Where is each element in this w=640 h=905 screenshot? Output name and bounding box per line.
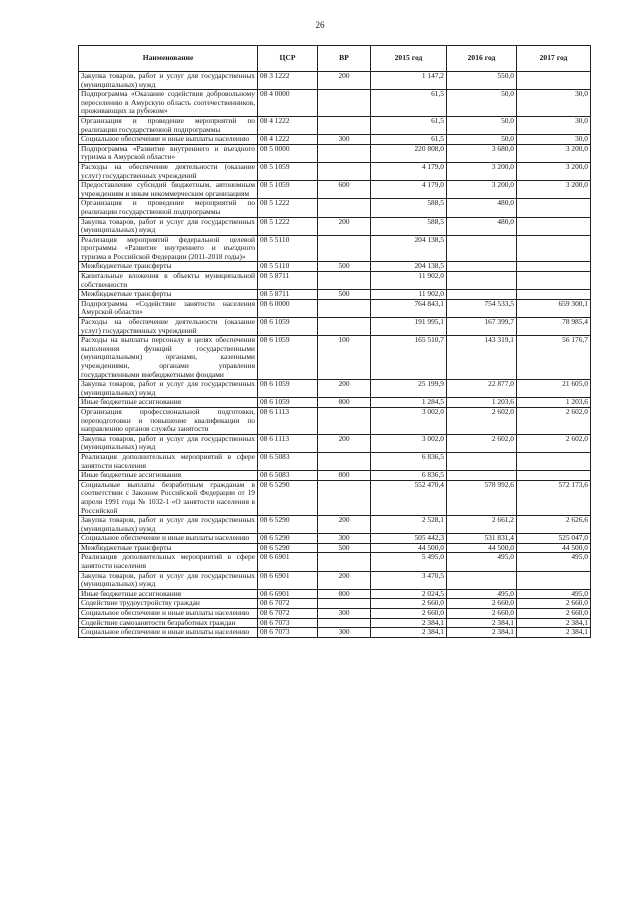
table-row <box>79 336 591 380</box>
row-2017: 572 173,6 <box>517 480 591 515</box>
row-2017: 2 602,0 <box>517 407 591 434</box>
table-row <box>79 589 591 599</box>
row-2017: 30,0 <box>517 135 591 145</box>
row-name: Межбюджетные трансферты <box>79 290 258 300</box>
row-2016: 2 660,0 <box>447 599 517 609</box>
row-csr: 08 6 5083 <box>258 471 318 481</box>
row-csr: 08 5 5110 <box>258 235 318 262</box>
row-csr: 08 6 6901 <box>258 553 318 571</box>
table-row <box>79 290 591 300</box>
row-2015: 4 179,0 <box>371 181 447 199</box>
row-2017 <box>517 217 591 235</box>
row-vr: 200 <box>318 571 371 589</box>
row-2015: 552 470,4 <box>371 480 447 515</box>
row-2017: 2 602,0 <box>517 434 591 452</box>
row-csr: 08 4 0000 <box>258 90 318 117</box>
row-2016: 495,0 <box>447 589 517 599</box>
row-vr <box>318 599 371 609</box>
row-2016: 480,0 <box>447 199 517 217</box>
table-row <box>79 534 591 544</box>
row-2017 <box>517 471 591 481</box>
row-name: Организация и проведение мероприятий по реализации государственной подпрограммы <box>79 116 258 134</box>
table-header-row <box>79 46 591 72</box>
row-2016: 480,0 <box>447 217 517 235</box>
row-csr: 08 5 1222 <box>258 217 318 235</box>
row-vr: 200 <box>318 434 371 452</box>
row-csr: 08 6 7072 <box>258 599 318 609</box>
row-2016 <box>447 272 517 290</box>
table-row <box>79 543 591 553</box>
row-2017: 2 384,1 <box>517 628 591 638</box>
budget-table <box>78 45 591 638</box>
row-2016: 167 399,7 <box>447 318 517 336</box>
row-2016: 2 660,0 <box>447 609 517 619</box>
table-row <box>79 72 591 90</box>
table-row <box>79 599 591 609</box>
row-2017: 2 384,1 <box>517 618 591 628</box>
table-row <box>79 609 591 619</box>
row-2017 <box>517 452 591 470</box>
row-2016: 2 384,1 <box>447 628 517 638</box>
row-name: Расходы на выплаты персоналу в целях обеспечения выполнения функций государственными (муниципальными) органами, казенными учреждениями, органами управления государственными внебюджетными фондами <box>79 336 258 380</box>
row-vr <box>318 272 371 290</box>
row-2017: 495,0 <box>517 589 591 599</box>
row-csr: 08 6 1059 <box>258 318 318 336</box>
table-row <box>79 628 591 638</box>
row-2015: 2 024,5 <box>371 589 447 599</box>
row-csr: 08 6 5290 <box>258 543 318 553</box>
row-vr <box>318 553 371 571</box>
row-2015: 2 660,0 <box>371 609 447 619</box>
row-2017: 2 660,0 <box>517 599 591 609</box>
header-name: Наименование <box>79 46 258 72</box>
row-name: Подпрограмма «Развитие внутреннего и въездного туризма в Амурской области» <box>79 144 258 162</box>
row-2015: 61,5 <box>371 116 447 134</box>
row-2016: 22 877,0 <box>447 380 517 398</box>
row-csr: 08 6 1113 <box>258 407 318 434</box>
row-csr: 08 4 1222 <box>258 116 318 134</box>
row-2015: 4 179,0 <box>371 162 447 180</box>
row-2016: 578 992,6 <box>447 480 517 515</box>
row-2015: 11 902,0 <box>371 290 447 300</box>
row-csr: 08 6 0000 <box>258 299 318 317</box>
table-row <box>79 162 591 180</box>
table-row <box>79 217 591 235</box>
row-2016: 2 602,0 <box>447 434 517 452</box>
row-name: Межбюджетные трансферты <box>79 262 258 272</box>
row-csr: 08 6 7073 <box>258 628 318 638</box>
row-vr <box>318 299 371 317</box>
row-2015: 3 002,0 <box>371 407 447 434</box>
row-name: Иные бюджетные ассигнования <box>79 589 258 599</box>
row-2016: 1 203,6 <box>447 398 517 408</box>
row-name: Капитальные вложения в объекты муниципальной собственности <box>79 272 258 290</box>
row-2017: 659 300,1 <box>517 299 591 317</box>
row-2015: 6 836,5 <box>371 452 447 470</box>
table-row <box>79 434 591 452</box>
table-row <box>79 135 591 145</box>
row-csr: 08 6 5083 <box>258 452 318 470</box>
row-csr: 08 6 6901 <box>258 571 318 589</box>
row-vr: 100 <box>318 336 371 380</box>
row-2017: 56 176,7 <box>517 336 591 380</box>
row-name: Расходы на обеспечение деятельности (оказание услуг) государственных учреждений <box>79 318 258 336</box>
row-2017: 495,0 <box>517 553 591 571</box>
row-2017: 3 200,0 <box>517 162 591 180</box>
row-2015: 204 138,5 <box>371 262 447 272</box>
row-name: Иные бюджетные ассигнования <box>79 471 258 481</box>
row-2015: 61,5 <box>371 90 447 117</box>
table-row <box>79 407 591 434</box>
row-2017 <box>517 235 591 262</box>
row-name: Закупка товаров, работ и услуг для государственных (муниципальных) нужд <box>79 72 258 90</box>
row-2016: 495,0 <box>447 553 517 571</box>
row-2016: 44 500,0 <box>447 543 517 553</box>
row-2015: 2 660,0 <box>371 599 447 609</box>
table-row <box>79 90 591 117</box>
row-2015: 3 002,0 <box>371 434 447 452</box>
row-2015: 11 902,0 <box>371 272 447 290</box>
row-2017: 1 203,6 <box>517 398 591 408</box>
row-vr: 300 <box>318 609 371 619</box>
row-name: Содействие трудоустройству граждан <box>79 599 258 609</box>
row-csr: 08 6 1059 <box>258 398 318 408</box>
row-vr <box>318 318 371 336</box>
header-vr: ВР <box>318 46 371 72</box>
row-2015: 6 836,5 <box>371 471 447 481</box>
row-csr: 08 5 0000 <box>258 144 318 162</box>
row-2017: 44 500,0 <box>517 543 591 553</box>
row-csr: 08 5 8711 <box>258 290 318 300</box>
row-2015: 1 284,5 <box>371 398 447 408</box>
row-csr: 08 5 1059 <box>258 162 318 180</box>
row-csr: 08 5 5110 <box>258 262 318 272</box>
row-2016: 550,0 <box>447 72 517 90</box>
row-2015: 5 495,0 <box>371 553 447 571</box>
row-2017 <box>517 262 591 272</box>
row-2017 <box>517 72 591 90</box>
row-2017 <box>517 272 591 290</box>
row-vr: 200 <box>318 380 371 398</box>
row-vr: 500 <box>318 543 371 553</box>
row-name: Реализация дополнительных мероприятий в сфере занятости населения <box>79 553 258 571</box>
row-2015: 25 199,9 <box>371 380 447 398</box>
row-csr: 08 5 1059 <box>258 181 318 199</box>
row-2017 <box>517 199 591 217</box>
row-csr: 08 5 8711 <box>258 272 318 290</box>
row-2016: 2 384,1 <box>447 618 517 628</box>
row-csr: 08 6 7072 <box>258 609 318 619</box>
row-csr: 08 6 6901 <box>258 589 318 599</box>
row-vr <box>318 480 371 515</box>
row-name: Организация и проведение мероприятий по реализации государственной подпрограммы <box>79 199 258 217</box>
row-name: Социальное обеспечение и иные выплаты населению <box>79 534 258 544</box>
row-vr: 800 <box>318 589 371 599</box>
row-2017: 2 660,0 <box>517 609 591 619</box>
row-2017: 525 047,0 <box>517 534 591 544</box>
row-vr: 200 <box>318 516 371 534</box>
row-2015: 2 528,1 <box>371 516 447 534</box>
row-vr: 600 <box>318 181 371 199</box>
row-name: Социальное обеспечение и иные выплаты населению <box>79 135 258 145</box>
row-2015: 588,5 <box>371 199 447 217</box>
row-vr <box>318 162 371 180</box>
row-vr: 500 <box>318 290 371 300</box>
row-2017: 21 605,0 <box>517 380 591 398</box>
row-2016: 143 319,1 <box>447 336 517 380</box>
row-2016: 3 680,0 <box>447 144 517 162</box>
row-2015: 61,5 <box>371 135 447 145</box>
row-csr: 08 6 7073 <box>258 618 318 628</box>
row-2017 <box>517 571 591 589</box>
row-csr: 08 6 5290 <box>258 534 318 544</box>
table-row <box>79 199 591 217</box>
row-csr: 08 6 5290 <box>258 480 318 515</box>
row-name: Закупка товаров, работ и услуг для государственных (муниципальных) нужд <box>79 380 258 398</box>
row-vr: 800 <box>318 471 371 481</box>
row-2015: 204 138,5 <box>371 235 447 262</box>
row-2015: 44 500,0 <box>371 543 447 553</box>
row-2016: 3 200,0 <box>447 181 517 199</box>
row-name: Закупка товаров, работ и услуг для государственных (муниципальных) нужд <box>79 571 258 589</box>
row-2015: 505 442,3 <box>371 534 447 544</box>
row-vr: 300 <box>318 628 371 638</box>
row-vr <box>318 618 371 628</box>
row-2017: 30,0 <box>517 90 591 117</box>
row-vr: 300 <box>318 135 371 145</box>
row-2017: 78 985,4 <box>517 318 591 336</box>
row-name: Подпрограмма «Оказание содействия добровольному переселению в Амурскую область соотечественников, проживающих за рубежом» <box>79 90 258 117</box>
row-csr: 08 5 1222 <box>258 199 318 217</box>
row-2015: 1 147,2 <box>371 72 447 90</box>
row-2016: 50,0 <box>447 116 517 134</box>
table-row <box>79 318 591 336</box>
row-vr: 200 <box>318 72 371 90</box>
row-vr <box>318 90 371 117</box>
row-2016 <box>447 471 517 481</box>
row-vr <box>318 235 371 262</box>
row-2016: 531 831,4 <box>447 534 517 544</box>
table-row <box>79 272 591 290</box>
table-row <box>79 452 591 470</box>
row-2016: 2 602,0 <box>447 407 517 434</box>
row-vr <box>318 452 371 470</box>
table-row <box>79 262 591 272</box>
row-2017: 2 626,6 <box>517 516 591 534</box>
row-name: Закупка товаров, работ и услуг для государственных (муниципальных) нужд <box>79 516 258 534</box>
row-2016: 3 200,0 <box>447 162 517 180</box>
table-row <box>79 480 591 515</box>
table-body <box>79 72 591 638</box>
header-csr: ЦСР <box>258 46 318 72</box>
row-2017 <box>517 290 591 300</box>
row-csr: 08 6 1113 <box>258 434 318 452</box>
table-row <box>79 471 591 481</box>
page-number: 26 <box>315 20 325 30</box>
row-2015: 3 470,5 <box>371 571 447 589</box>
table-row <box>79 571 591 589</box>
row-vr <box>318 116 371 134</box>
row-2016 <box>447 452 517 470</box>
row-csr: 08 4 1222 <box>258 135 318 145</box>
row-name: Иные бюджетные ассигнования <box>79 398 258 408</box>
table-row <box>79 181 591 199</box>
table-row <box>79 299 591 317</box>
row-2016: 50,0 <box>447 135 517 145</box>
table-row <box>79 516 591 534</box>
row-name: Социальные выплаты безработным гражданам в соответствии с Законом Российской Федерации от 19 апреля 1991 года № 1032-1 «О занятости населения в Российской <box>79 480 258 515</box>
row-name: Содействие самозанятости безработных граждан <box>79 618 258 628</box>
row-2015: 2 384,1 <box>371 628 447 638</box>
row-vr: 800 <box>318 398 371 408</box>
table-row <box>79 144 591 162</box>
row-name: Подпрограмма «Содействие занятости населения Амурской области» <box>79 299 258 317</box>
row-2015: 220 808,0 <box>371 144 447 162</box>
row-2015: 165 510,7 <box>371 336 447 380</box>
row-name: Расходы на обеспечение деятельности (оказание услуг) государственных учреждений <box>79 162 258 180</box>
row-vr <box>318 407 371 434</box>
row-vr <box>318 144 371 162</box>
row-2015: 191 995,1 <box>371 318 447 336</box>
row-name: Закупка товаров, работ и услуг для государственных (муниципальных) нужд <box>79 217 258 235</box>
row-name: Реализация дополнительных мероприятий в сфере занятости населения <box>79 452 258 470</box>
table-row <box>79 398 591 408</box>
row-2016 <box>447 571 517 589</box>
row-2016: 50,0 <box>447 90 517 117</box>
header-2017: 2017 год <box>517 46 591 72</box>
table-row <box>79 116 591 134</box>
row-name: Предоставление субсидий бюджетным, автономным учреждениям и иным некоммерческим организациям <box>79 181 258 199</box>
row-csr: 08 6 1059 <box>258 336 318 380</box>
row-name: Реализация мероприятий федеральной целевой программы «Развитие внутреннего и въездного туризма в Российской Федерации (2011-2018 годы)» <box>79 235 258 262</box>
row-vr <box>318 199 371 217</box>
row-vr: 300 <box>318 534 371 544</box>
header-2016: 2016 год <box>447 46 517 72</box>
table-row <box>79 380 591 398</box>
table-row <box>79 618 591 628</box>
row-2016: 2 661,2 <box>447 516 517 534</box>
row-2017: 3 200,0 <box>517 181 591 199</box>
row-name: Социальное обеспечение и иные выплаты населению <box>79 628 258 638</box>
row-2015: 588,5 <box>371 217 447 235</box>
header-2015: 2015 год <box>371 46 447 72</box>
row-name: Закупка товаров, работ и услуг для государственных (муниципальных) нужд <box>79 434 258 452</box>
row-csr: 08 6 1059 <box>258 380 318 398</box>
row-vr: 200 <box>318 217 371 235</box>
row-name: Социальное обеспечение и иные выплаты населению <box>79 609 258 619</box>
row-name: Межбюджетные трансферты <box>79 543 258 553</box>
row-2016 <box>447 262 517 272</box>
table-row <box>79 235 591 262</box>
row-2015: 2 384,1 <box>371 618 447 628</box>
table-row <box>79 553 591 571</box>
row-2016: 754 533,5 <box>447 299 517 317</box>
row-csr: 08 3 1222 <box>258 72 318 90</box>
row-name: Организация профессиональной подготовки, переподготовки и повышение квалификации по направлению органов службы занятости <box>79 407 258 434</box>
row-csr: 08 6 5290 <box>258 516 318 534</box>
row-2016 <box>447 290 517 300</box>
row-2015: 764 843,1 <box>371 299 447 317</box>
row-2016 <box>447 235 517 262</box>
row-2017: 3 200,0 <box>517 144 591 162</box>
row-2017: 30,0 <box>517 116 591 134</box>
row-vr: 500 <box>318 262 371 272</box>
